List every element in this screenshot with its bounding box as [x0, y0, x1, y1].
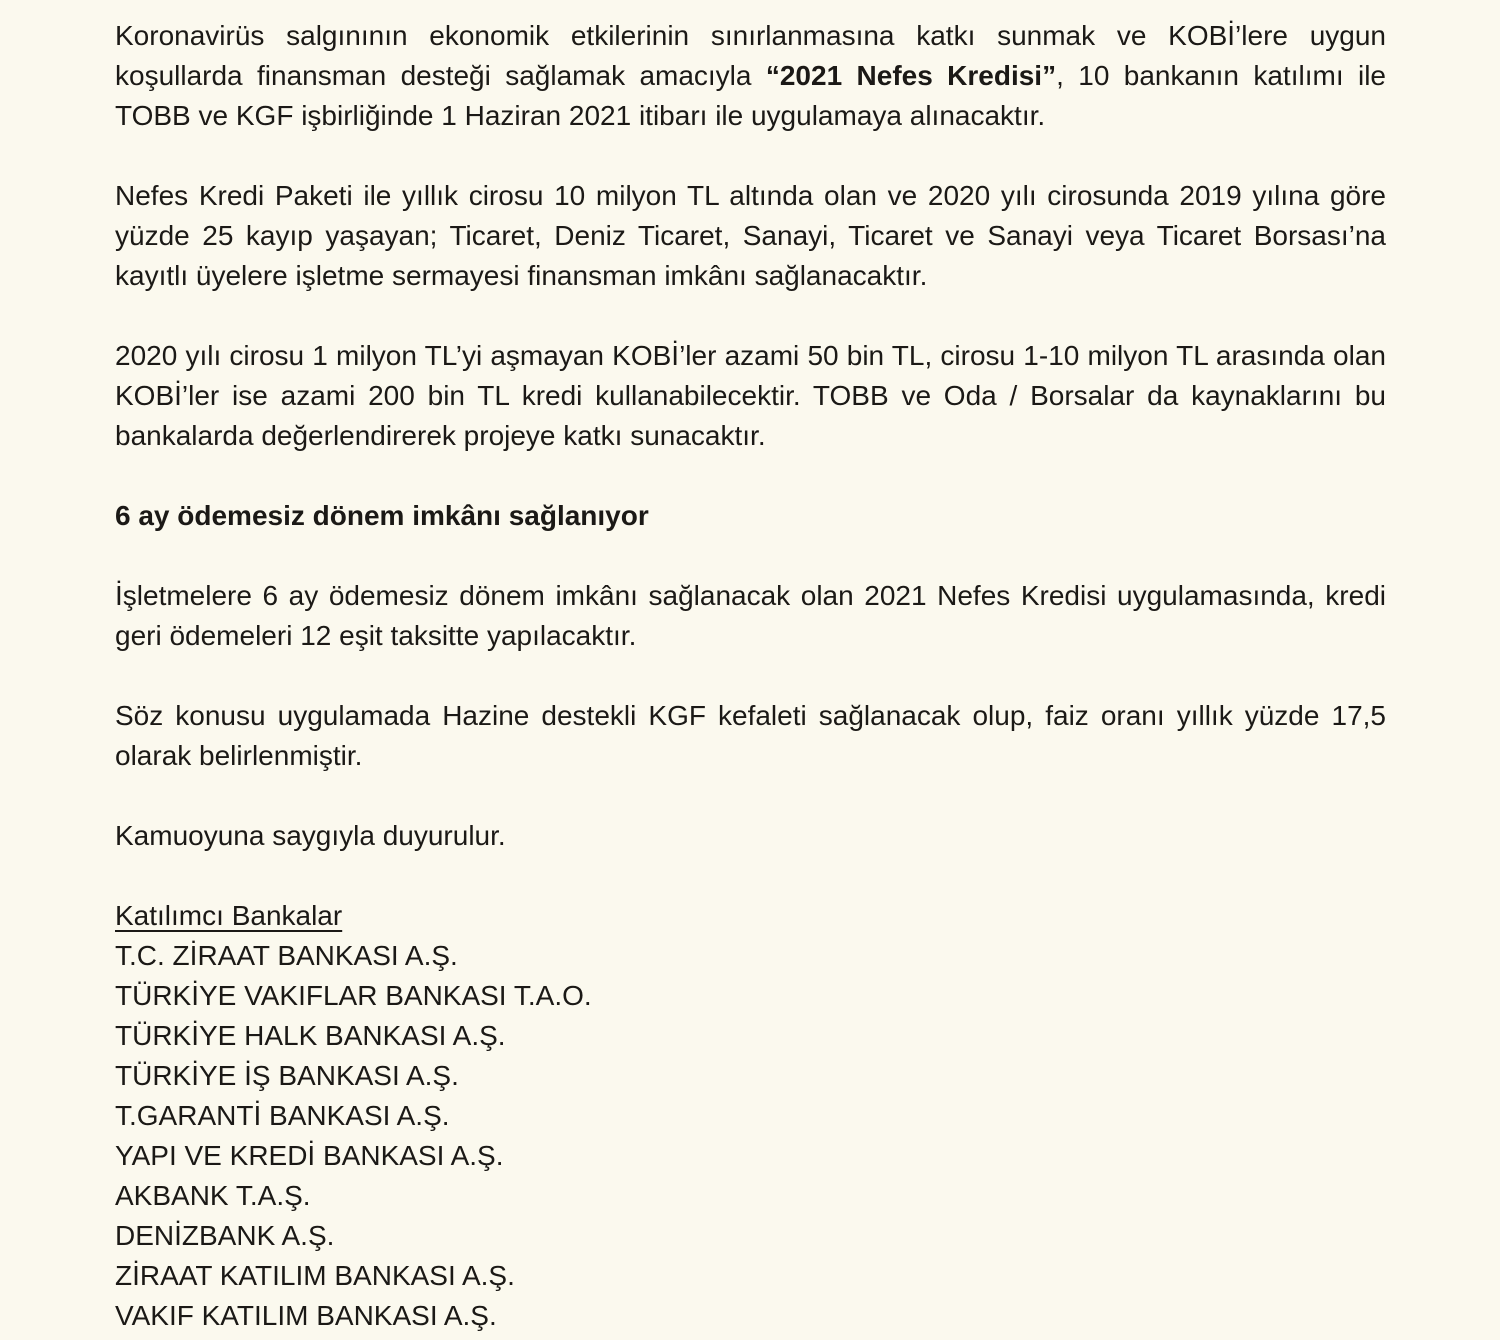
bank-list-item: VAKIF KATILIM BANKASI A.Ş.: [115, 1300, 497, 1331]
paragraph-package-eligibility: Nefes Kredi Paketi ile yıllık cirosu 10 milyon TL altında olan ve 2020 yılı cirosunda 2019 yılına göre yüzde 25 kayıp yaşayan; Ticaret, Deniz Ticaret, Sanayi, Ticaret ve Sanayi veya Ticaret Borsası’na kayıtlı üyelere işletme sermayesi finansman imkânı sağlanacaktır.: [115, 180, 1386, 291]
participant-banks-section: [115, 896, 1386, 1336]
paragraph-credit-limits: 2020 yılı cirosu 1 milyon TL’yi aşmayan KOBİ’ler azami 50 bin TL, cirosu 1-10 milyon TL arasında olan KOBİ’ler ise azami 200 bin TL kredi kullanabilecektir. TOBB ve Oda / Borsalar da kaynaklarını bu bankalarda değerlendirerek projeye katkı sunacaktır.: [115, 340, 1386, 451]
paragraph-intro-text-after: , 10 bankanın katılımı ile TOBB ve KGF işbirliğinde 1 Haziran 2021 itibarı ile uygulamaya alınacaktır.: [115, 60, 1386, 131]
bank-list-item: T.C. ZİRAAT BANKASI A.Ş.: [115, 940, 458, 971]
nefes-kredisi-bold-phrase: “2021 Nefes Kredisi”: [765, 60, 1057, 91]
bank-list-item: AKBANK T.A.Ş.: [115, 1180, 311, 1211]
paragraph-repayment-terms: İşletmelere 6 ay ödemesiz dönem imkânı sağlanacak olan 2021 Nefes Kredisi uygulamasında, kredi geri ödemeleri 12 eşit taksitte yapılacaktır.: [115, 580, 1386, 651]
paragraph-interest-rate: Söz konusu uygulamada Hazine destekli KGF kefaleti sağlanacak olup, faiz oranı yıllık yüzde 17,5 olarak belirlenmiştir.: [115, 700, 1386, 771]
bank-list-item: T.GARANTİ BANKASI A.Ş.: [115, 1100, 450, 1131]
paragraph-intro: [115, 16, 1386, 136]
bank-list-item: TÜRKİYE İŞ BANKASI A.Ş.: [115, 1060, 459, 1091]
bank-list-item: TÜRKİYE HALK BANKASI A.Ş.: [115, 1020, 506, 1051]
banks-list: [115, 936, 1386, 1336]
banks-list-header: Katılımcı Bankalar: [115, 900, 343, 931]
bank-list-item: TÜRKİYE VAKIFLAR BANKASI T.A.O.: [115, 980, 592, 1011]
bank-list-item: DENİZBANK A.Ş.: [115, 1220, 335, 1251]
closing-statement: Kamuoyuna saygıyla duyurulur.: [115, 820, 506, 851]
bank-list-item: YAPI VE KREDİ BANKASI A.Ş.: [115, 1140, 504, 1171]
heading-grace-period: 6 ay ödemesiz dönem imkânı sağlanıyor: [115, 500, 649, 531]
bank-list-item: ZİRAAT KATILIM BANKASI A.Ş.: [115, 1260, 515, 1291]
paragraph-intro-text-before: Koronavirüs salgınının ekonomik etkilerinin sınırlanmasına katkı sunmak ve KOBİ’lere uygun koşullarda finansman desteği sağlamak amacıyla: [115, 20, 1386, 91]
